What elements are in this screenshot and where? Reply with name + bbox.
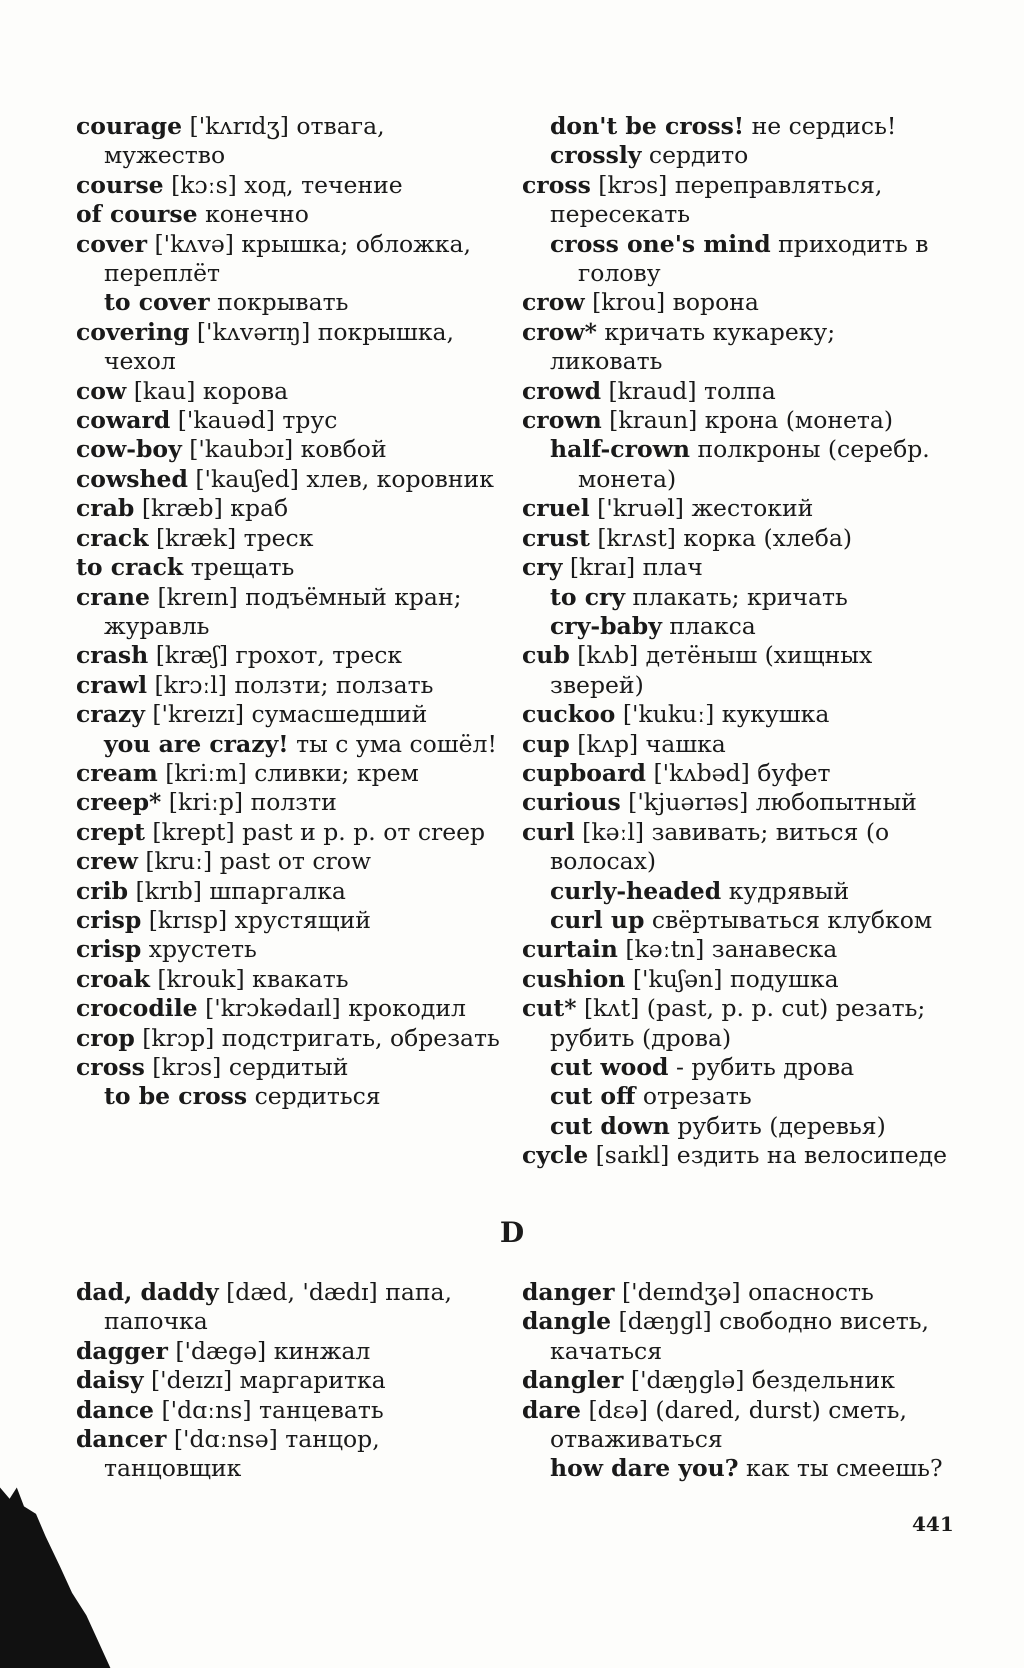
transcription: ['deɪndʒə] (614, 1278, 749, 1306)
dictionary-entry (522, 583, 952, 612)
transcription: [krʌst] (589, 523, 684, 552)
transcription: [kræb] (134, 494, 231, 523)
definition: свободно висеть, качаться (550, 1307, 929, 1365)
dictionary-entry (522, 1141, 952, 1170)
dictionary-entry (76, 200, 506, 229)
headword: cub (522, 641, 570, 670)
definition: ползти; ползать (234, 670, 434, 699)
dictionary-entry (76, 847, 506, 876)
headword: crust (522, 523, 590, 552)
transcription: [krɔːl] (147, 670, 235, 699)
definition: корка (хлеба) (683, 523, 853, 552)
column-left-c-entries (76, 112, 506, 1112)
transcription: ['dægə] (167, 1336, 274, 1365)
dictionary-entry (76, 1337, 506, 1366)
dictionary-entry (522, 1053, 952, 1082)
headword: cycle (522, 1141, 589, 1170)
headword: cut* (522, 994, 577, 1023)
definition: занавеска (711, 935, 838, 964)
definition: ход, течение (244, 170, 403, 199)
headword: covering (76, 317, 190, 346)
transcription: [kʌt] (576, 994, 647, 1023)
definition: папа, папочка (104, 1278, 453, 1336)
transcription: [kʌp] (569, 729, 646, 758)
definition: хлев, коровник (306, 464, 494, 493)
dictionary-entry (76, 1396, 506, 1425)
dictionary-entry (76, 230, 506, 289)
transcription: ['kaubɔɪ] (181, 435, 301, 464)
transcription: [dɛə] (581, 1395, 656, 1424)
definition: опасность (748, 1278, 874, 1306)
transcription: [dæŋgl] (611, 1307, 720, 1336)
headword: daisy (76, 1366, 144, 1395)
dictionary-entry (522, 935, 952, 964)
headword: cross (522, 170, 591, 199)
headword: cow (76, 376, 127, 405)
transcription (721, 877, 728, 905)
definition: ворона (672, 288, 759, 317)
dictionary-entry (76, 935, 506, 964)
dictionary-entry (76, 1425, 506, 1484)
definition: рубить (деревья) (677, 1111, 886, 1140)
transcription: ['kʌrɪdʒ] (182, 112, 297, 140)
headword: crew (76, 847, 138, 876)
headword: crane (76, 582, 150, 611)
dictionary-entry (522, 1112, 952, 1141)
dictionary-entry (522, 377, 952, 406)
headword: curl up (550, 905, 645, 934)
headword: crown (522, 406, 602, 435)
transcription: ['kuʃən] (625, 964, 730, 993)
dictionary-entry (522, 141, 952, 170)
dictionary-entry (76, 965, 506, 994)
headword: danger (522, 1278, 615, 1306)
definition: любопытный (755, 788, 917, 817)
transcription: ['kukuː] (615, 700, 722, 729)
headword: dancer (76, 1425, 167, 1454)
dictionary-entry (76, 435, 506, 464)
transcription (771, 230, 778, 258)
transcription (141, 935, 148, 963)
transcription: ['kjuərɪəs] (620, 788, 756, 817)
transcription (247, 1082, 254, 1110)
headword: crab (76, 494, 135, 523)
dictionary-entry (522, 965, 952, 994)
headword: crazy (76, 700, 145, 729)
dictionary-entry (522, 612, 952, 641)
definition: буфет (757, 758, 831, 787)
column-right-c-entries (522, 112, 952, 1171)
headword: courage (76, 112, 183, 140)
dictionary-entry (76, 906, 506, 935)
dictionary-entry (76, 583, 506, 642)
dictionary-entry (76, 465, 506, 494)
headword: to crack (76, 553, 184, 582)
headword: crept (76, 817, 145, 846)
headword: crow* (522, 317, 597, 346)
dictionary-entry (522, 1396, 952, 1455)
definition: чашка (645, 729, 726, 758)
headword: cream (76, 758, 158, 787)
dictionary-entry (522, 494, 952, 523)
definition: подушка (729, 964, 839, 993)
headword: crash (76, 641, 149, 670)
headword: crocodile (76, 994, 198, 1023)
definition: детёныш (хищных зверей) (550, 641, 873, 699)
definition: трус (282, 406, 338, 435)
definition: кудрявый (728, 876, 850, 905)
dictionary-entry (76, 406, 506, 435)
definition: жестокий (691, 494, 814, 523)
transcription: ['kreɪzɪ] (144, 700, 252, 729)
dictionary-entry (76, 288, 506, 317)
headword: dangler (522, 1366, 624, 1395)
transcription: ['krɔkədaɪl] (197, 994, 349, 1023)
definition: не сердись! (751, 112, 897, 140)
definition: кукушка (721, 700, 830, 729)
dictionary-entry (522, 759, 952, 788)
definition: ты с ума сошёл! (296, 729, 497, 758)
transcription: [kraɪ] (562, 553, 643, 582)
headword: cruel (522, 494, 590, 523)
definition: плакса (669, 611, 756, 640)
definition: отвага, мужество (104, 112, 385, 170)
headword: dagger (76, 1336, 168, 1365)
transcription (641, 141, 648, 169)
dictionary-entry (522, 1307, 952, 1366)
definition: полкроны (серебр. монета) (578, 435, 930, 493)
definition: подстригать, обрезать (221, 1023, 500, 1052)
transcription: [krɔs] (590, 170, 675, 199)
headword: dare (522, 1395, 581, 1424)
definition: толпа (703, 376, 776, 405)
headword: course (76, 170, 164, 199)
dictionary-entry (76, 1024, 506, 1053)
headword: to cover (104, 288, 210, 317)
definition: как ты смеешь? (746, 1454, 943, 1483)
dictionary-entry (522, 435, 952, 494)
definition: хрустеть (148, 935, 257, 964)
transcription: ['dɑːns] (154, 1395, 259, 1424)
dictionary-entry (76, 1082, 506, 1111)
headword: you are crazy! (104, 729, 289, 758)
headword: cup (522, 729, 570, 758)
dictionary-entry (522, 112, 952, 141)
definition: сердито (648, 141, 749, 170)
dictionary-entry (522, 1454, 952, 1483)
transcription: [krouk] (149, 964, 253, 993)
definition: past от crow (219, 847, 371, 876)
transcription: ['deɪzɪ] (143, 1366, 240, 1395)
headword: cut wood (550, 1053, 669, 1081)
definition: покрывать (217, 288, 349, 317)
dictionary-entry (522, 288, 952, 317)
transcription (739, 1454, 746, 1482)
headword: cross (76, 1053, 145, 1081)
transcription: ['kauʃed] (187, 464, 307, 493)
definition: приходить в голову (578, 229, 929, 288)
definition: кинжал (273, 1336, 371, 1365)
headword: cow-boy (76, 435, 182, 464)
dictionary-entry (522, 1278, 952, 1307)
dictionary-entry (76, 1278, 506, 1337)
dictionary-entry (76, 524, 506, 553)
transcription: [kræk] (148, 523, 244, 552)
dictionary-entry (522, 818, 952, 877)
definition: краб (230, 494, 289, 523)
definition: (dared, durst) сметь, отваживаться (550, 1395, 907, 1454)
dictionary-entry (522, 171, 952, 230)
dictionary-entry (76, 553, 506, 582)
transcription: [kʌb] (569, 641, 646, 670)
transcription (668, 1053, 675, 1081)
dictionary-entry (76, 112, 506, 171)
headword: crop (76, 1023, 135, 1052)
headword: cry-baby (550, 611, 662, 640)
transcription: [kəːtn] (617, 935, 712, 964)
headword: cut down (550, 1111, 670, 1140)
transcription: [kau] (126, 376, 203, 405)
definition: хрустящий (234, 905, 371, 934)
transcription (198, 200, 205, 228)
transcription: ['kʌbəd] (645, 758, 758, 787)
dictionary-entry (76, 700, 506, 729)
headword: coward (76, 406, 171, 435)
definition: ковбой (300, 435, 387, 464)
headword: crack (76, 523, 149, 552)
transcription: [saɪkl] (588, 1141, 677, 1170)
dictionary-entry (522, 553, 952, 582)
headword: crisp (76, 905, 142, 934)
definition: - рубить дрова (675, 1053, 855, 1081)
dictionary-entry (76, 994, 506, 1023)
headword: curtain (522, 935, 618, 964)
transcription: [kruː] (137, 847, 220, 876)
definition: отрезать (642, 1082, 752, 1111)
dictionary-entry (76, 818, 506, 847)
definition: трещать (190, 553, 295, 582)
dictionary-entry (522, 1366, 952, 1395)
transcription: ['dɑːnsə] (166, 1425, 286, 1454)
definition: свёртываться клубком (651, 905, 933, 934)
transcription (625, 583, 632, 611)
headword: dangle (522, 1307, 612, 1336)
transcription: [kriːm] (157, 758, 255, 787)
headword: crow (522, 288, 585, 317)
dictionary-entry (76, 877, 506, 906)
headword: crib (76, 876, 129, 905)
section-letter: D (499, 1216, 525, 1249)
transcription (744, 112, 751, 140)
definition: (past, p. p. cut) резать; рубить (дрова) (550, 994, 926, 1052)
dictionary-entry (522, 406, 952, 435)
headword: half-crown (550, 435, 690, 464)
definition: сердитый (228, 1053, 349, 1081)
definition: сердиться (254, 1082, 381, 1111)
dictionary-entry (522, 994, 952, 1053)
column-left-d-entries (76, 1278, 506, 1484)
dictionary-entry (522, 318, 952, 377)
dictionary-entry (76, 171, 506, 200)
headword: cover (76, 229, 147, 258)
transcription: ['kauəd] (170, 406, 283, 435)
headword: curly-headed (550, 876, 722, 905)
definition: переправляться, пересекать (550, 170, 883, 229)
headword: of course (76, 200, 198, 229)
headword: cry (522, 553, 563, 582)
dictionary-entry (76, 494, 506, 523)
headword: don't be cross! (550, 112, 745, 140)
dictionary-entry (522, 788, 952, 817)
definition: подъёмный кран; журавль (104, 582, 462, 640)
headword: to cry (550, 582, 626, 611)
dictionary-entry (522, 230, 952, 289)
definition: крокодил (348, 994, 466, 1023)
transcription: [krɔs] (144, 1053, 229, 1081)
dictionary-entry (522, 700, 952, 729)
headword: curious (522, 788, 621, 817)
definition: ползти (250, 788, 337, 817)
definition: корова (202, 376, 289, 405)
headword: crossly (550, 141, 642, 170)
transcription: ['dæŋglə] (623, 1366, 752, 1395)
definition: танцевать (258, 1395, 384, 1424)
transcription: ['kʌvə] (146, 229, 242, 258)
dictionary-entry (76, 759, 506, 788)
transcription: [kəːl] (574, 817, 652, 846)
definition: грохот, треск (235, 641, 403, 670)
headword: cupboard (522, 758, 646, 787)
headword: crisp (76, 935, 142, 964)
dictionary-entry (76, 318, 506, 377)
transcription: [kraud] (601, 376, 704, 405)
transcription: [krɪsp] (141, 905, 235, 934)
headword: cross one's mind (550, 229, 771, 258)
dictionary-entry (522, 877, 952, 906)
definition: маргаритка (239, 1366, 386, 1395)
definition: сливки; крем (254, 758, 419, 787)
transcription: [kræʃ] (148, 641, 236, 670)
definition: плач (642, 553, 703, 582)
page-number: 441 (912, 1512, 954, 1536)
headword: cut off (550, 1082, 636, 1111)
transcription (644, 906, 651, 934)
scan-smudge (0, 1480, 120, 1668)
headword: creep* (76, 788, 162, 817)
dictionary-entry (522, 524, 952, 553)
transcription (635, 1082, 642, 1110)
dictionary-entry (522, 641, 952, 700)
definition: плакать; кричать (632, 582, 848, 611)
transcription: [krept] (144, 817, 243, 846)
dictionary-entry (76, 377, 506, 406)
transcription: [krɪb] (128, 876, 210, 905)
dictionary-entry (76, 730, 506, 759)
transcription: [kraun] (601, 406, 705, 435)
transcription: [kriːp] (161, 788, 251, 817)
headword: cuckoo (522, 700, 616, 729)
transcription: [kɔːs] (163, 170, 245, 199)
column-right-d-entries (522, 1278, 952, 1484)
dictionary-entry (76, 641, 506, 670)
headword: curl (522, 817, 575, 846)
definition: бездельник (751, 1366, 895, 1395)
dictionary-entry (76, 788, 506, 817)
transcription: [kreɪn] (149, 582, 246, 611)
definition: квакать (252, 964, 349, 993)
dictionary-entry (76, 1366, 506, 1395)
headword: crawl (76, 670, 148, 699)
headword: to be cross (104, 1082, 248, 1111)
dictionary-entry (76, 671, 506, 700)
definition: ездить на велосипеде (676, 1141, 948, 1170)
definition: крышка; обложка, переплёт (104, 229, 471, 288)
transcription: ['kruəl] (589, 494, 692, 523)
definition: шпаргалка (209, 876, 346, 905)
definition: past и p. p. от creep (242, 817, 486, 846)
headword: dad, daddy (76, 1278, 219, 1306)
dictionary-entry (76, 1053, 506, 1082)
definition: сумасшедший (251, 700, 428, 729)
transcription (289, 730, 296, 758)
definition: кричать кукареку; ликовать (550, 317, 836, 376)
definition: треск (243, 523, 314, 552)
headword: how dare you? (550, 1454, 739, 1483)
dictionary-entry (522, 730, 952, 759)
headword: croak (76, 964, 150, 993)
transcription: [krou] (584, 288, 673, 317)
definition: конечно (205, 200, 309, 229)
definition: покрышка, чехол (104, 317, 455, 376)
definition: крона (монета) (704, 406, 894, 435)
headword: crowd (522, 376, 602, 405)
headword: cushion (522, 964, 626, 993)
dictionary-entry (522, 1082, 952, 1111)
definition: завивать; виться (о волосах) (550, 817, 890, 876)
transcription: [krɔp] (134, 1023, 222, 1052)
dictionary-entry (522, 906, 952, 935)
transcription (183, 553, 190, 581)
transcription: [dæd, 'dædɪ] (218, 1278, 386, 1306)
transcription: ['kʌvərɪŋ] (189, 317, 318, 346)
headword: dance (76, 1395, 155, 1424)
headword: cowshed (76, 464, 188, 493)
definition: танцор, танцовщик (104, 1425, 380, 1483)
